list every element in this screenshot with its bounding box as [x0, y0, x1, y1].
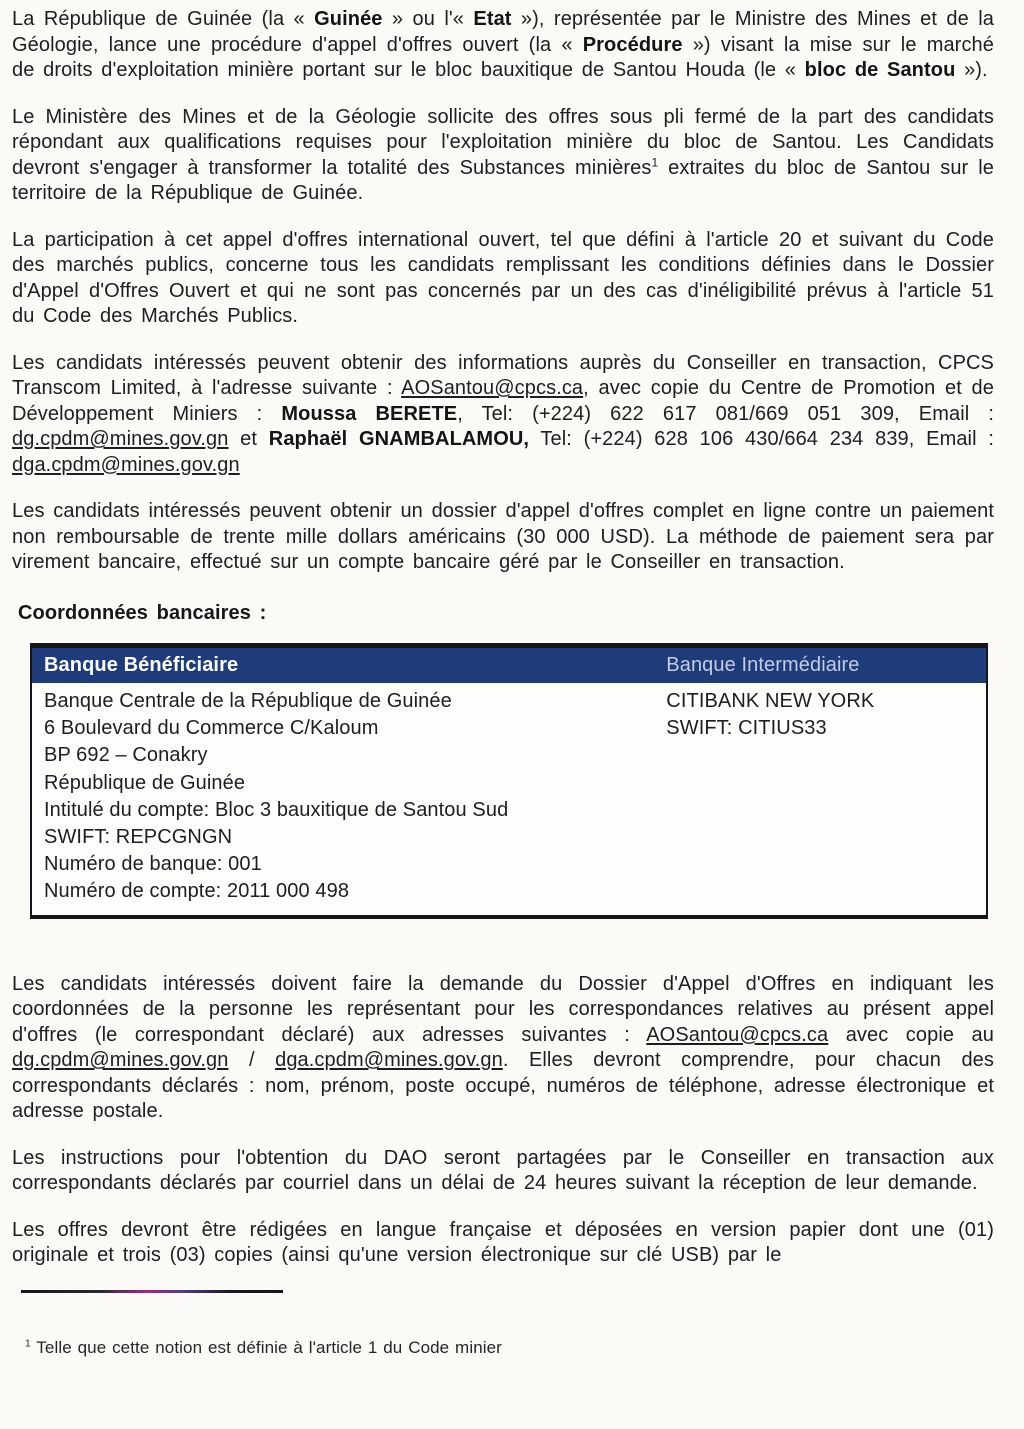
- bold-text: Etat: [473, 8, 512, 30]
- text-run: Le Ministère des Mines et de la Géologie sollicite des offres sous pli fermé de la part des candidats répondant aux qualifications requises pour l'exploitation minière du bloc de Santou. Les Candidats devront s'engager à transformer la totalité des Substances minières: [12, 105, 994, 179]
- email-link-text: dga.cpdm@mines.gov.gn: [12, 453, 240, 476]
- text-run: ») visant la mise sur le marché de droits d'exploitation minière portant sur le bloc bauxitique de Santou Houda (le «: [12, 33, 994, 81]
- footnote: [25, 1337, 994, 1359]
- text-run: et: [228, 428, 269, 450]
- text-run: , Tel: (+224) 622 617 081/669 051 309, Email :: [457, 402, 994, 425]
- text-run: extraites du bloc de Santou sur le territoire de la République de Guinée.: [12, 156, 995, 204]
- bold-text: Procédure: [582, 33, 683, 56]
- table-cell-line: SWIFT: CITIUS33: [666, 717, 827, 740]
- email-link-text: dg.cpdm@mines.gov.gn: [12, 428, 229, 450]
- table-cell-line: Intitulé du compte: Bloc 3 bauxitique de Santou Sud: [44, 798, 509, 821]
- table-cell-line: CITIBANK NEW YORK: [666, 690, 875, 712]
- text-run: La participation à cet appel d'offres international ouvert, tel que défini à l'article 20 et suivant du Code des marchés publics, concerne tous les candidats remplissant les conditions définies dans le Dossier d'Appel d'Offres Ouvert et qui ne sont pas concernés par un des cas d'inéligibilité prévus à l'article 51 du Code des Marchés Publics.: [12, 228, 994, 327]
- bold-text: bloc de Santou: [804, 59, 956, 81]
- paragraph-solicitation: [12, 105, 994, 207]
- table-header-intermediary-bank: Banque Intermédiaire: [654, 646, 987, 684]
- email-link-text: dg.cpdm@mines.gov.gn: [12, 1049, 229, 1072]
- paragraph-dao-instructions: [12, 1146, 994, 1197]
- paragraph-intro: [12, 7, 994, 84]
- superscript-marker: 1: [651, 154, 659, 169]
- superscript-marker: 1: [25, 1337, 31, 1349]
- table-header-beneficiary-bank: Banque Bénéficiaire: [31, 646, 654, 684]
- email-link-text: AOSantou@cpcs.ca: [646, 1023, 829, 1046]
- bank-table-header-row: [31, 646, 987, 684]
- text-run: »).: [955, 59, 988, 81]
- paragraph-payment: [12, 499, 994, 576]
- paragraph-contacts: [12, 351, 994, 479]
- beneficiary-bank-cell: [31, 683, 654, 917]
- text-run: »), représentée par le Ministre des Mines et de la Géologie, lance une procédure d'appel d'offres ouvert (la «: [12, 8, 994, 56]
- bank-table-body-row: [31, 683, 987, 917]
- paragraph-dossier-request: [12, 972, 994, 1125]
- table-cell-line: BP 692 – Conakry: [44, 744, 208, 767]
- text-run: . Elles devront comprendre, pour chacun des correspondants déclarés : nom, prénom, poste occupé, numéros de téléphone, adresse électronique et adresse postale.: [12, 1049, 994, 1123]
- text-run: Les instructions pour l'obtention du DAO seront partagées par le Conseiller en transaction aux correspondants déclarés par courriel dans un délai de 24 heures suivant la réception de leur demande.: [12, 1146, 994, 1195]
- bold-text: Moussa BERETE: [281, 402, 458, 425]
- paragraph-participation: [12, 228, 994, 330]
- table-cell-line: SWIFT: REPCGNGN: [44, 826, 233, 849]
- table-cell-line: Numéro de banque: 001: [44, 853, 262, 876]
- bank-details-table: [30, 643, 988, 919]
- bold-text: Guinée: [314, 8, 383, 30]
- bank-details-heading: Coordonnées bancaires :: [18, 601, 267, 624]
- text-run: Les candidats intéressés peuvent obtenir un dossier d'appel d'offres complet en ligne contre un paiement non remboursable de trente mille dollars américains (30 000 USD). La méthode de paiement sera par virement bancaire, effectué sur un compte bancaire géré par le Conseiller en transaction.: [12, 500, 994, 573]
- text-run: Les candidats intéressés peuvent obtenir des informations auprès du Conseiller en transaction, CPCS Transcom Limited, à l'adresse suivante :: [12, 351, 994, 399]
- text-run: /: [228, 1049, 276, 1072]
- text-run: Telle que cette notion est définie à l'article 1 du Code minier: [30, 1337, 502, 1357]
- footnote-divider: [21, 1290, 283, 1293]
- email-link-text: AOSantou@cpcs.ca: [401, 377, 584, 399]
- table-cell-line: Banque Centrale de la République de Guinée: [44, 690, 452, 712]
- text-run: Tel: (+224) 628 106 430/664 234 839, Email :: [529, 428, 994, 450]
- text-run: » ou l'«: [382, 8, 474, 30]
- text-run: Les offres devront être rédigées en langue française et déposées en version papier dont une (01) originale et trois (03) copies (ainsi qu'une version électronique sur clé USB) par le: [12, 1218, 994, 1267]
- paragraph-offers-format: [12, 1218, 994, 1269]
- table-cell-line: Numéro de compte: 2011 000 498: [44, 880, 350, 903]
- text-run: , avec copie du Centre de Promotion et de Développement Miniers :: [12, 377, 994, 425]
- table-cell-line: République de Guinée: [44, 771, 246, 794]
- intermediary-bank-cell: [654, 683, 987, 917]
- table-cell-line: 6 Boulevard du Commerce C/Kaloum: [44, 717, 379, 740]
- email-link-text: dga.cpdm@mines.gov.gn: [275, 1049, 503, 1072]
- text-run: avec copie au: [828, 1023, 995, 1046]
- bold-text: Raphaël GNAMBALAMOU,: [268, 428, 530, 450]
- text-run: Les candidats intéressés doivent faire la demande du Dossier d'Appel d'Offres en indiquant les coordonnées de la personne les représentant pour les correspondances relatives au présent appel d'offres (le correspondant déclaré) aux adresses suivantes :: [12, 972, 994, 1046]
- text-run: La République de Guinée (la «: [12, 8, 315, 30]
